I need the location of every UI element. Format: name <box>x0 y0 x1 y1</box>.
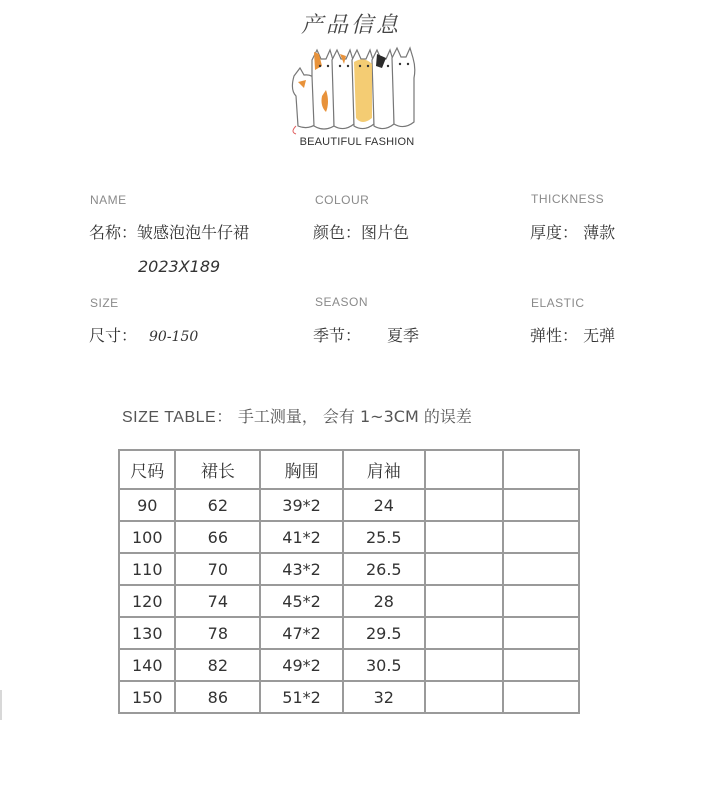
header-cell: 裙长 <box>175 450 260 489</box>
size-table-title <box>122 404 472 427</box>
header-cell <box>425 450 504 489</box>
brand-name: BEAUTIFUL FASHION <box>299 136 415 148</box>
table-cell <box>503 553 579 585</box>
page-title: 产品信息 <box>300 13 401 38</box>
left-edge-mark <box>0 690 2 720</box>
elastic-key: 弹性： <box>530 326 579 345</box>
size-table <box>118 449 580 714</box>
table-row <box>119 521 579 553</box>
elastic-value: 无弹 <box>583 326 616 345</box>
table-cell: 28 <box>343 585 425 617</box>
table-cell <box>503 617 579 649</box>
colour-label: COLOUR <box>315 193 370 207</box>
table-row <box>119 681 579 713</box>
thickness-field <box>530 220 615 243</box>
table-cell <box>425 681 504 713</box>
table-cell <box>503 489 579 521</box>
table-cell: 45*2 <box>260 585 343 617</box>
table-cell: 78 <box>175 617 260 649</box>
table-cell: 41*2 <box>260 521 343 553</box>
table-cell: 39*2 <box>260 489 343 521</box>
table-cell: 110 <box>119 553 175 585</box>
table-cell: 49*2 <box>260 649 343 681</box>
table-cell: 86 <box>175 681 260 713</box>
elastic-label: ELASTIC <box>531 296 585 310</box>
table-cell: 74 <box>175 585 260 617</box>
size-field <box>89 323 198 346</box>
table-row <box>119 489 579 521</box>
table-cell: 30.5 <box>343 649 425 681</box>
table-cell: 120 <box>119 585 175 617</box>
name-key: 名称： <box>89 223 138 242</box>
table-cell <box>503 585 579 617</box>
season-value: 夏季 <box>387 326 420 345</box>
season-label: SEASON <box>315 295 369 309</box>
table-cell: 150 <box>119 681 175 713</box>
size-value: 90-150 <box>149 329 199 345</box>
table-cell: 130 <box>119 617 175 649</box>
colour-key: 颜色： <box>313 223 362 242</box>
table-cell: 25.5 <box>343 521 425 553</box>
cats-logo-image <box>282 46 418 136</box>
colour-field <box>313 220 409 243</box>
table-row <box>119 553 579 585</box>
header-cell <box>503 450 579 489</box>
size-key: 尺寸： <box>89 326 138 345</box>
table-cell <box>425 585 504 617</box>
table-cell: 24 <box>343 489 425 521</box>
table-cell <box>425 649 504 681</box>
table-cell: 140 <box>119 649 175 681</box>
thickness-value: 薄款 <box>583 223 616 242</box>
name-code-value: 2023X189 <box>138 257 221 276</box>
name-label: NAME <box>90 193 127 207</box>
table-cell: 32 <box>343 681 425 713</box>
elastic-field <box>530 323 615 346</box>
table-cell: 100 <box>119 521 175 553</box>
table-row <box>119 649 579 681</box>
thickness-key: 厚度： <box>530 223 579 242</box>
colour-value: 图片色 <box>361 223 410 242</box>
table-cell: 82 <box>175 649 260 681</box>
season-key: 季节： <box>313 326 362 345</box>
header-cell: 肩袖 <box>343 450 425 489</box>
table-cell: 70 <box>175 553 260 585</box>
size-table-title-en: SIZE TABLE： <box>122 409 233 426</box>
size-table-note: 手工测量， 会有 1~3CM 的误差 <box>237 407 472 426</box>
season-field <box>313 323 419 346</box>
table-cell <box>503 649 579 681</box>
table-cell: 26.5 <box>343 553 425 585</box>
name-code <box>138 257 220 276</box>
table-cell <box>503 681 579 713</box>
table-cell <box>425 521 504 553</box>
size-label: SIZE <box>90 296 119 310</box>
table-cell: 90 <box>119 489 175 521</box>
name-value: 皱感泡泡牛仔裙 <box>137 223 250 242</box>
header-cell: 尺码 <box>119 450 175 489</box>
table-cell <box>503 521 579 553</box>
table-row <box>119 617 579 649</box>
thickness-label: THICKNESS <box>531 192 605 206</box>
name-field <box>89 220 249 243</box>
table-cell: 51*2 <box>260 681 343 713</box>
table-cell: 43*2 <box>260 553 343 585</box>
table-cell <box>425 553 504 585</box>
table-cell: 62 <box>175 489 260 521</box>
table-cell: 47*2 <box>260 617 343 649</box>
header-cell: 胸围 <box>260 450 343 489</box>
table-cell: 66 <box>175 521 260 553</box>
table-cell <box>425 489 504 521</box>
table-header-row <box>119 450 579 489</box>
table-row <box>119 585 579 617</box>
table-cell <box>425 617 504 649</box>
table-cell: 29.5 <box>343 617 425 649</box>
